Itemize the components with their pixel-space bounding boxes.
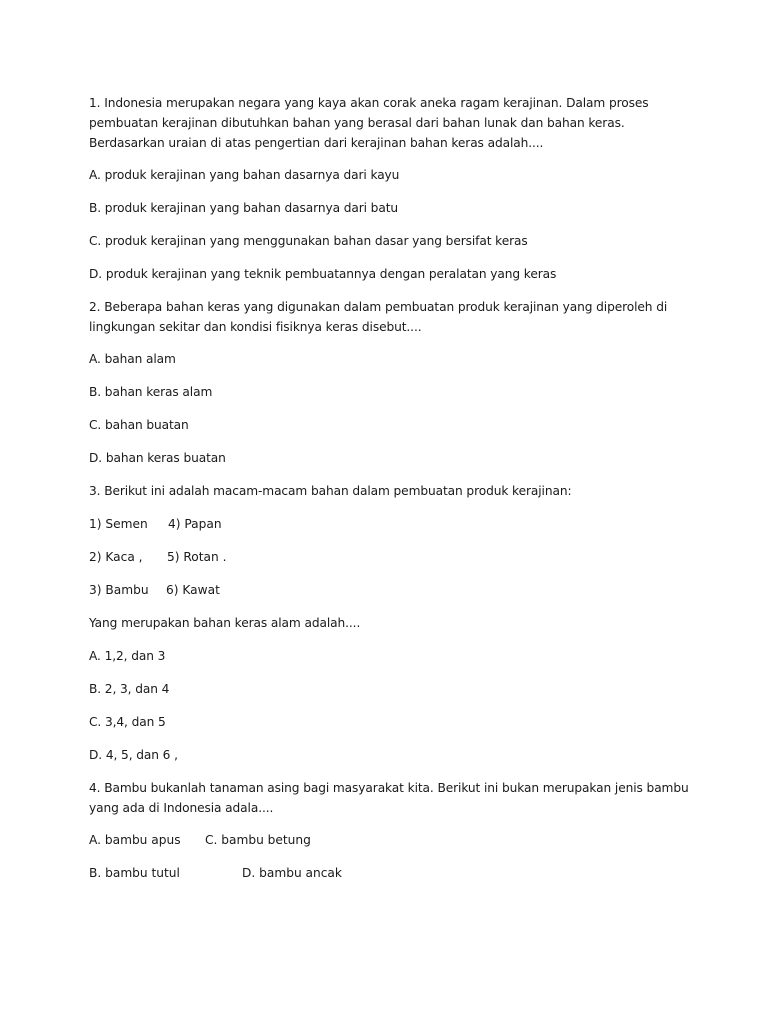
question-2-option-d: D. bahan keras buatan	[89, 451, 226, 465]
question-4-option-c: C. bambu betung	[205, 833, 311, 847]
question-4-option-b: B. bambu tutul	[89, 866, 180, 880]
question-2-option-c: C. bahan buatan	[89, 418, 189, 432]
material-item: 6) Kawat	[166, 583, 220, 597]
question-3-prompt: Yang merupakan bahan keras alam adalah....	[89, 616, 361, 630]
material-item: 2) Kaca ,	[89, 550, 143, 564]
question-1-option-b: B. produk kerajinan yang bahan dasarnya dari batu	[89, 201, 398, 215]
question-3-option-c: C. 3,4, dan 5	[89, 715, 166, 729]
material-item: 5) Rotan .	[167, 550, 227, 564]
question-1-option-d: D. produk kerajinan yang teknik pembuatannya dengan peralatan yang keras	[89, 267, 557, 281]
material-item: 4) Papan	[168, 517, 222, 531]
material-item: 1) Semen	[89, 517, 148, 531]
question-4-options-row-1	[89, 830, 689, 850]
question-1-option-c: C. produk kerajinan yang menggunakan bahan dasar yang bersifat keras	[89, 234, 528, 248]
question-2-option-b: B. bahan keras alam	[89, 385, 213, 399]
question-2-text: 2. Beberapa bahan keras yang digunakan dalam pembuatan produk kerajinan yang diperoleh di lingkungan sekitar dan kondisi fisiknya keras disebut....	[89, 300, 668, 334]
material-row-1	[89, 514, 689, 534]
question-4-text: 4. Bambu bukanlah tanaman asing bagi masyarakat kita. Berikut ini bukan merupakan jenis bambu yang ada di Indonesia adala....	[89, 781, 689, 815]
question-3-option-d: D. 4, 5, dan 6 ,	[89, 748, 178, 762]
question-3-option-b: B. 2, 3, dan 4	[89, 682, 170, 696]
question-3-text: 3. Berikut ini adalah macam-macam bahan dalam pembuatan produk kerajinan:	[89, 484, 572, 498]
question-4-options-row-2	[89, 863, 689, 883]
document-page	[89, 93, 689, 896]
material-item: 3) Bambu	[89, 583, 149, 597]
question-4-option-d: D. bambu ancak	[242, 866, 342, 880]
question-1-option-a: A. produk kerajinan yang bahan dasarnya dari kayu	[89, 168, 400, 182]
material-row-2	[89, 547, 689, 567]
question-1-text: 1. Indonesia merupakan negara yang kaya akan corak aneka ragam kerajinan. Dalam proses pembuatan kerajinan dibutuhkan bahan yang berasal dari bahan lunak dan bahan keras. Berdasarkan uraian di atas pengerti̇an dari kerajinan bahan keras adalah....	[89, 96, 649, 150]
question-4-option-a: A. bambu apus	[89, 833, 181, 847]
material-row-3	[89, 580, 689, 600]
question-2-option-a: A. bahan alam	[89, 352, 176, 366]
question-3-option-a: A. 1,2, dan 3	[89, 649, 166, 663]
